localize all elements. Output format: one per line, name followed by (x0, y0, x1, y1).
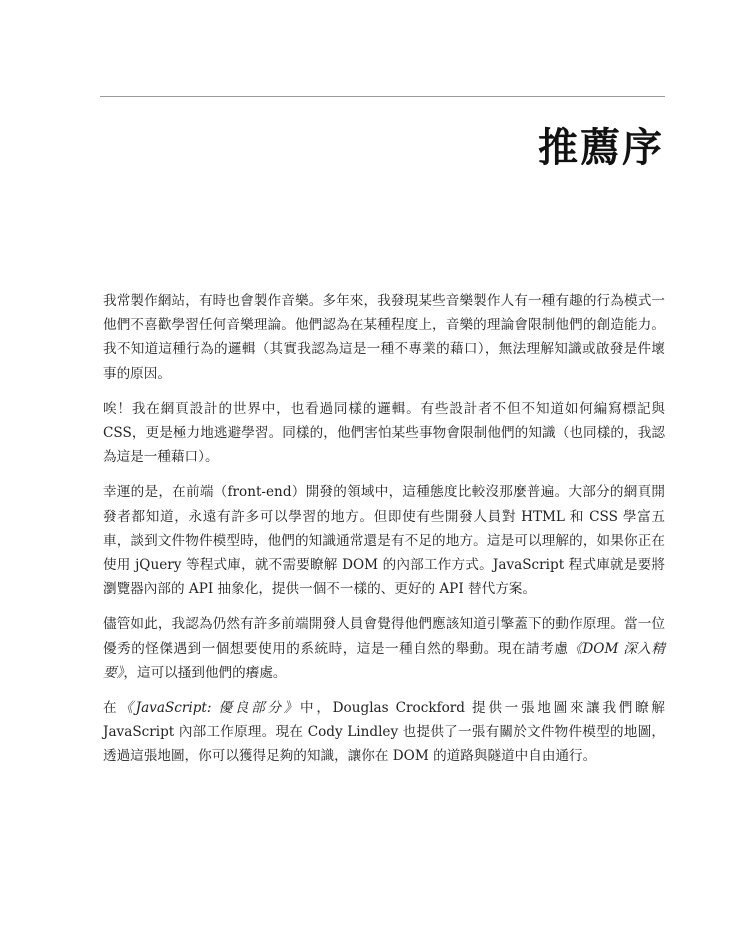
paragraph-5-tail: 中，Douglas Crockford 提供一張地圖來讓我們瞭解 JavaScript 內部工作原理。現在 Cody Lindley 也提供了一張有關於文件物件模型的地圖，透過這張地圖，你可以獲得足夠的知識，讓你在 DOM 的道路與隧道中自由通行。 (103, 700, 665, 765)
body-text (103, 289, 665, 780)
paragraph-2: 唉！我在網頁設計的世界中，也看過同樣的邏輯。有些設計者不但不知道如何編寫標記與 CSS，更是極力地逃避學習。同樣的，他們害怕某些事物會限制他們的知識（也同樣的，我認為這是一種藉口）。 (103, 400, 665, 466)
paragraph-4-lead: 儘管如此，我認為仍然有許多前端開發人員會覺得他們應該知道引擎蓋下的動作原理。當一位優秀的怪傑遇到一個想要使用的系統時，這是一種自然的舉動。現在請考慮 (103, 616, 665, 657)
book-title-dom: 《DOM 深入精要》 (103, 640, 665, 681)
paragraph-5 (103, 696, 665, 769)
paragraph-5-lead: 在 (103, 700, 120, 717)
paragraph-4 (103, 612, 665, 685)
page-title: 推薦序 (538, 125, 664, 171)
paragraph-3: 幸運的是，在前端（front-end）開發的領域中，這種態度比較沒那麼普遍。大部分的網頁開發者都知道，永遠有許多可以學習的地方。但即使有些開發人員對 HTML 和 CSS 學富五車，談到文件物件模型時，他們的知識通常還是有不足的地方。這是可以理解的，如果你正在使用 jQuery 等程式庫，就不需要瞭解 DOM 的內部工作方式。JavaScript 程式庫就是要將瀏覽器內部的 API 抽象化，提供一個不一樣的、更好的 API 替代方案。 (103, 484, 665, 598)
paragraph-4-tail: ，這可以搔到他們的癢處。 (123, 664, 287, 681)
book-title-javascript: 《JavaScript: 優良部分》 (119, 700, 301, 717)
paragraph-1: 我常製作網站，有時也會製作音樂。多年來，我發現某些音樂製作人有一種有趣的行為模式一他們不喜歡學習任何音樂理論。他們認為在某種程度上，音樂的理論會限制他們的創造能力。我不知道這種行為的邏輯（其實我認為這是一種不專業的藉口），無法理解知識或啟發是件壞事的原因。 (103, 293, 665, 382)
header-rule (100, 96, 665, 97)
